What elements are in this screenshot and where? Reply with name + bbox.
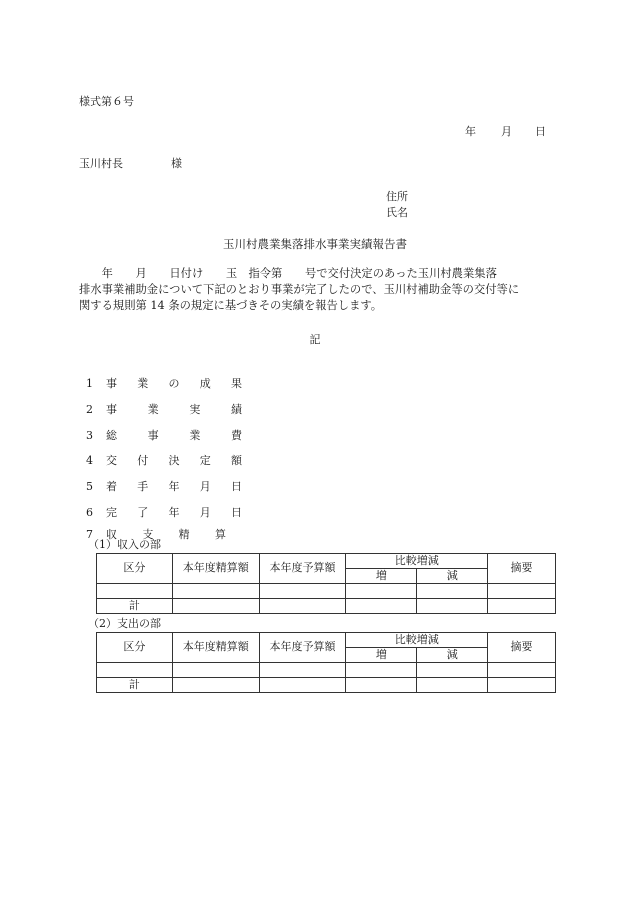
expense-col-category: 区分 [97, 633, 173, 663]
income-col-budget: 本年度予算額 [259, 554, 346, 584]
applicant-name-label: 氏名 [386, 206, 408, 219]
addressee [79, 157, 182, 172]
income-table [96, 553, 556, 614]
item-completion-date [86, 500, 242, 526]
body-line-3: 関する規則第 14 条の規定に基づきその実績を報告します。 [79, 299, 383, 312]
expense-heading: （2）支出の部 [88, 617, 161, 630]
expense-total-cell[interactable] [488, 678, 556, 693]
report-body [79, 266, 559, 314]
income-col-increase: 増 [346, 569, 417, 584]
item-results [86, 372, 242, 398]
income-total-cell[interactable] [417, 599, 488, 614]
expense-data-row[interactable] [97, 663, 556, 678]
expense-total-row [97, 678, 556, 693]
expense-col-compare: 比較増減 [346, 633, 488, 648]
expense-col-settled: 本年度精算額 [172, 633, 259, 663]
date-day: 日 [535, 125, 546, 138]
income-total-cell[interactable] [259, 599, 346, 614]
expense-col-increase: 増 [346, 648, 417, 663]
expense-total-cell[interactable] [259, 678, 346, 693]
form-number: 様式第６号 [79, 95, 134, 108]
item-total-cost [86, 423, 242, 449]
date-year: 年 [465, 125, 476, 138]
income-total-row [97, 599, 556, 614]
document-title: 玉川村農業集落排水事業実績報告書 [223, 237, 407, 251]
income-total-cell[interactable] [172, 599, 259, 614]
income-col-decrease: 減 [417, 569, 488, 584]
date-line [465, 125, 546, 140]
body-line-2: 排水事業補助金について下記のとおり事業が完了したので、玉川村補助金等の交付等に [79, 283, 520, 296]
income-cell[interactable] [259, 584, 346, 599]
expense-total-label: 計 [97, 678, 173, 693]
income-col-compare: 比較増減 [346, 554, 488, 569]
expense-cell[interactable] [259, 663, 346, 678]
income-col-settled: 本年度精算額 [172, 554, 259, 584]
income-cell[interactable] [97, 584, 173, 599]
expense-table [96, 632, 556, 693]
item-start-date [86, 475, 242, 501]
ki-heading: 記 [309, 333, 321, 346]
item-number: 6 [86, 505, 93, 519]
date-month: 月 [501, 125, 512, 138]
expense-cell[interactable] [172, 663, 259, 678]
expense-col-budget: 本年度予算額 [259, 633, 346, 663]
expense-cell[interactable] [97, 663, 173, 678]
expense-header-row [97, 633, 556, 648]
item-number: 1 [86, 377, 93, 391]
body-line-1: 年 月 日付け 玉 指令第 号で交付決定のあった玉川村農業集落 [79, 267, 497, 280]
income-cell[interactable] [172, 584, 259, 599]
expense-total-cell[interactable] [172, 678, 259, 693]
income-header-row [97, 554, 556, 569]
report-items [86, 372, 242, 544]
item-label: 収 支 精 算 [106, 527, 226, 541]
income-col-category: 区分 [97, 554, 173, 584]
item-label: 交 付 決 定 額 [106, 454, 242, 468]
item-grant-amount [86, 449, 242, 475]
income-cell[interactable] [417, 584, 488, 599]
item-number: 7 [86, 527, 93, 541]
item-label: 事 業 実 績 [106, 403, 242, 417]
applicant-address-label: 住所 [386, 190, 408, 203]
item-number: 2 [86, 403, 93, 417]
expense-total-cell[interactable] [346, 678, 417, 693]
item-label: 総 事 業 費 [106, 428, 242, 442]
income-total-cell[interactable] [488, 599, 556, 614]
item-label: 着 手 年 月 日 [106, 480, 242, 494]
expense-cell[interactable] [417, 663, 488, 678]
item-label: 事 業 の 成 果 [106, 377, 242, 391]
income-data-row[interactable] [97, 584, 556, 599]
item-performance [86, 398, 242, 424]
expense-total-cell[interactable] [417, 678, 488, 693]
income-heading: （1）収入の部 [88, 538, 161, 551]
income-cell[interactable] [346, 584, 417, 599]
expense-cell[interactable] [346, 663, 417, 678]
expense-col-remarks: 摘要 [488, 633, 556, 663]
expense-col-decrease: 減 [417, 648, 488, 663]
item-number: 3 [86, 428, 93, 442]
item-number: 4 [86, 454, 93, 468]
addressee-honorific: 様 [171, 157, 182, 170]
income-total-label: 計 [97, 599, 173, 614]
item-label: 完 了 年 月 日 [106, 505, 242, 519]
expense-cell[interactable] [488, 663, 556, 678]
income-total-cell[interactable] [346, 599, 417, 614]
income-col-remarks: 摘要 [488, 554, 556, 584]
income-cell[interactable] [488, 584, 556, 599]
addressee-name: 玉川村長 [79, 157, 123, 170]
item-number: 5 [86, 480, 93, 494]
